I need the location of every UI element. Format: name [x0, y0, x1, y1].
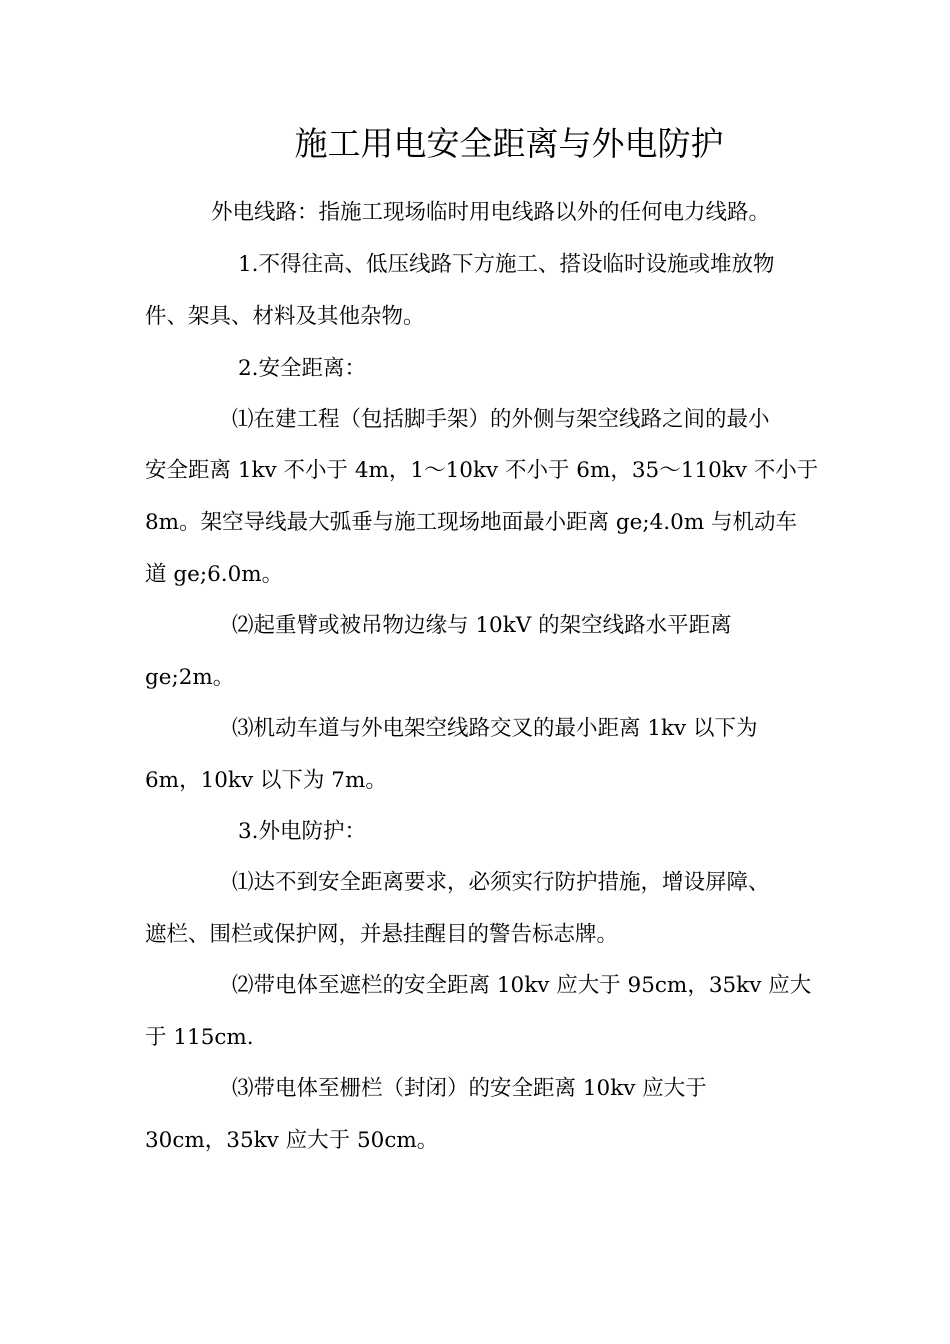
paragraph-line: 6m，10kv 以下为 7m。: [145, 768, 387, 793]
paragraph-line: ⑶机动车道与外电架空线路交叉的最小距离 1kv 以下为: [232, 716, 758, 741]
paragraph-line: 30cm，35kv 应大于 50cm。: [145, 1128, 439, 1153]
paragraph-line: 2.安全距离：: [238, 356, 367, 381]
paragraph-line: 道 ge;6.0m。: [145, 562, 284, 587]
paragraph-line: ge;2m。: [145, 665, 235, 690]
paragraph-line: 安全距离 1kv 不小于 4m，1～10kv 不小于 6m，35～110kv 不小于: [145, 458, 819, 483]
paragraph-line: ⑶带电体至栅栏（封闭）的安全距离 10kv 应大于: [232, 1076, 707, 1101]
paragraph-line: 于 115cm.: [145, 1025, 254, 1050]
paragraph-line: 3.外电防护：: [238, 819, 367, 844]
paragraph-line: ⑵带电体至遮栏的安全距离 10kv 应大于 95cm，35kv 应大: [232, 973, 812, 998]
paragraph-line: ⑴达不到安全距离要求，必须实行防护措施，增设屏障、: [232, 870, 770, 895]
paragraph-line: 8m。架空导线最大弧垂与施工现场地面最小距离 ge;4.0m 与机动车: [145, 510, 798, 535]
paragraph-line: 件、架具、材料及其他杂物。: [145, 304, 425, 329]
document-title: 施工用电安全距离与外电防护: [294, 124, 724, 163]
paragraph-line: 遮栏、围栏或保护网，并悬挂醒目的警告标志牌。: [145, 922, 619, 947]
paragraph-line: 外电线路：指施工现场临时用电线路以外的任何电力线路。: [211, 200, 771, 225]
paragraph-line: 1.不得往高、低压线路下方施工、搭设临时设施或堆放物: [238, 252, 775, 277]
paragraph-line: ⑴在建工程（包括脚手架）的外侧与架空线路之间的最小: [232, 407, 770, 432]
paragraph-line: ⑵起重臂或被吊物边缘与 10kV 的架空线路水平距离: [232, 613, 732, 638]
